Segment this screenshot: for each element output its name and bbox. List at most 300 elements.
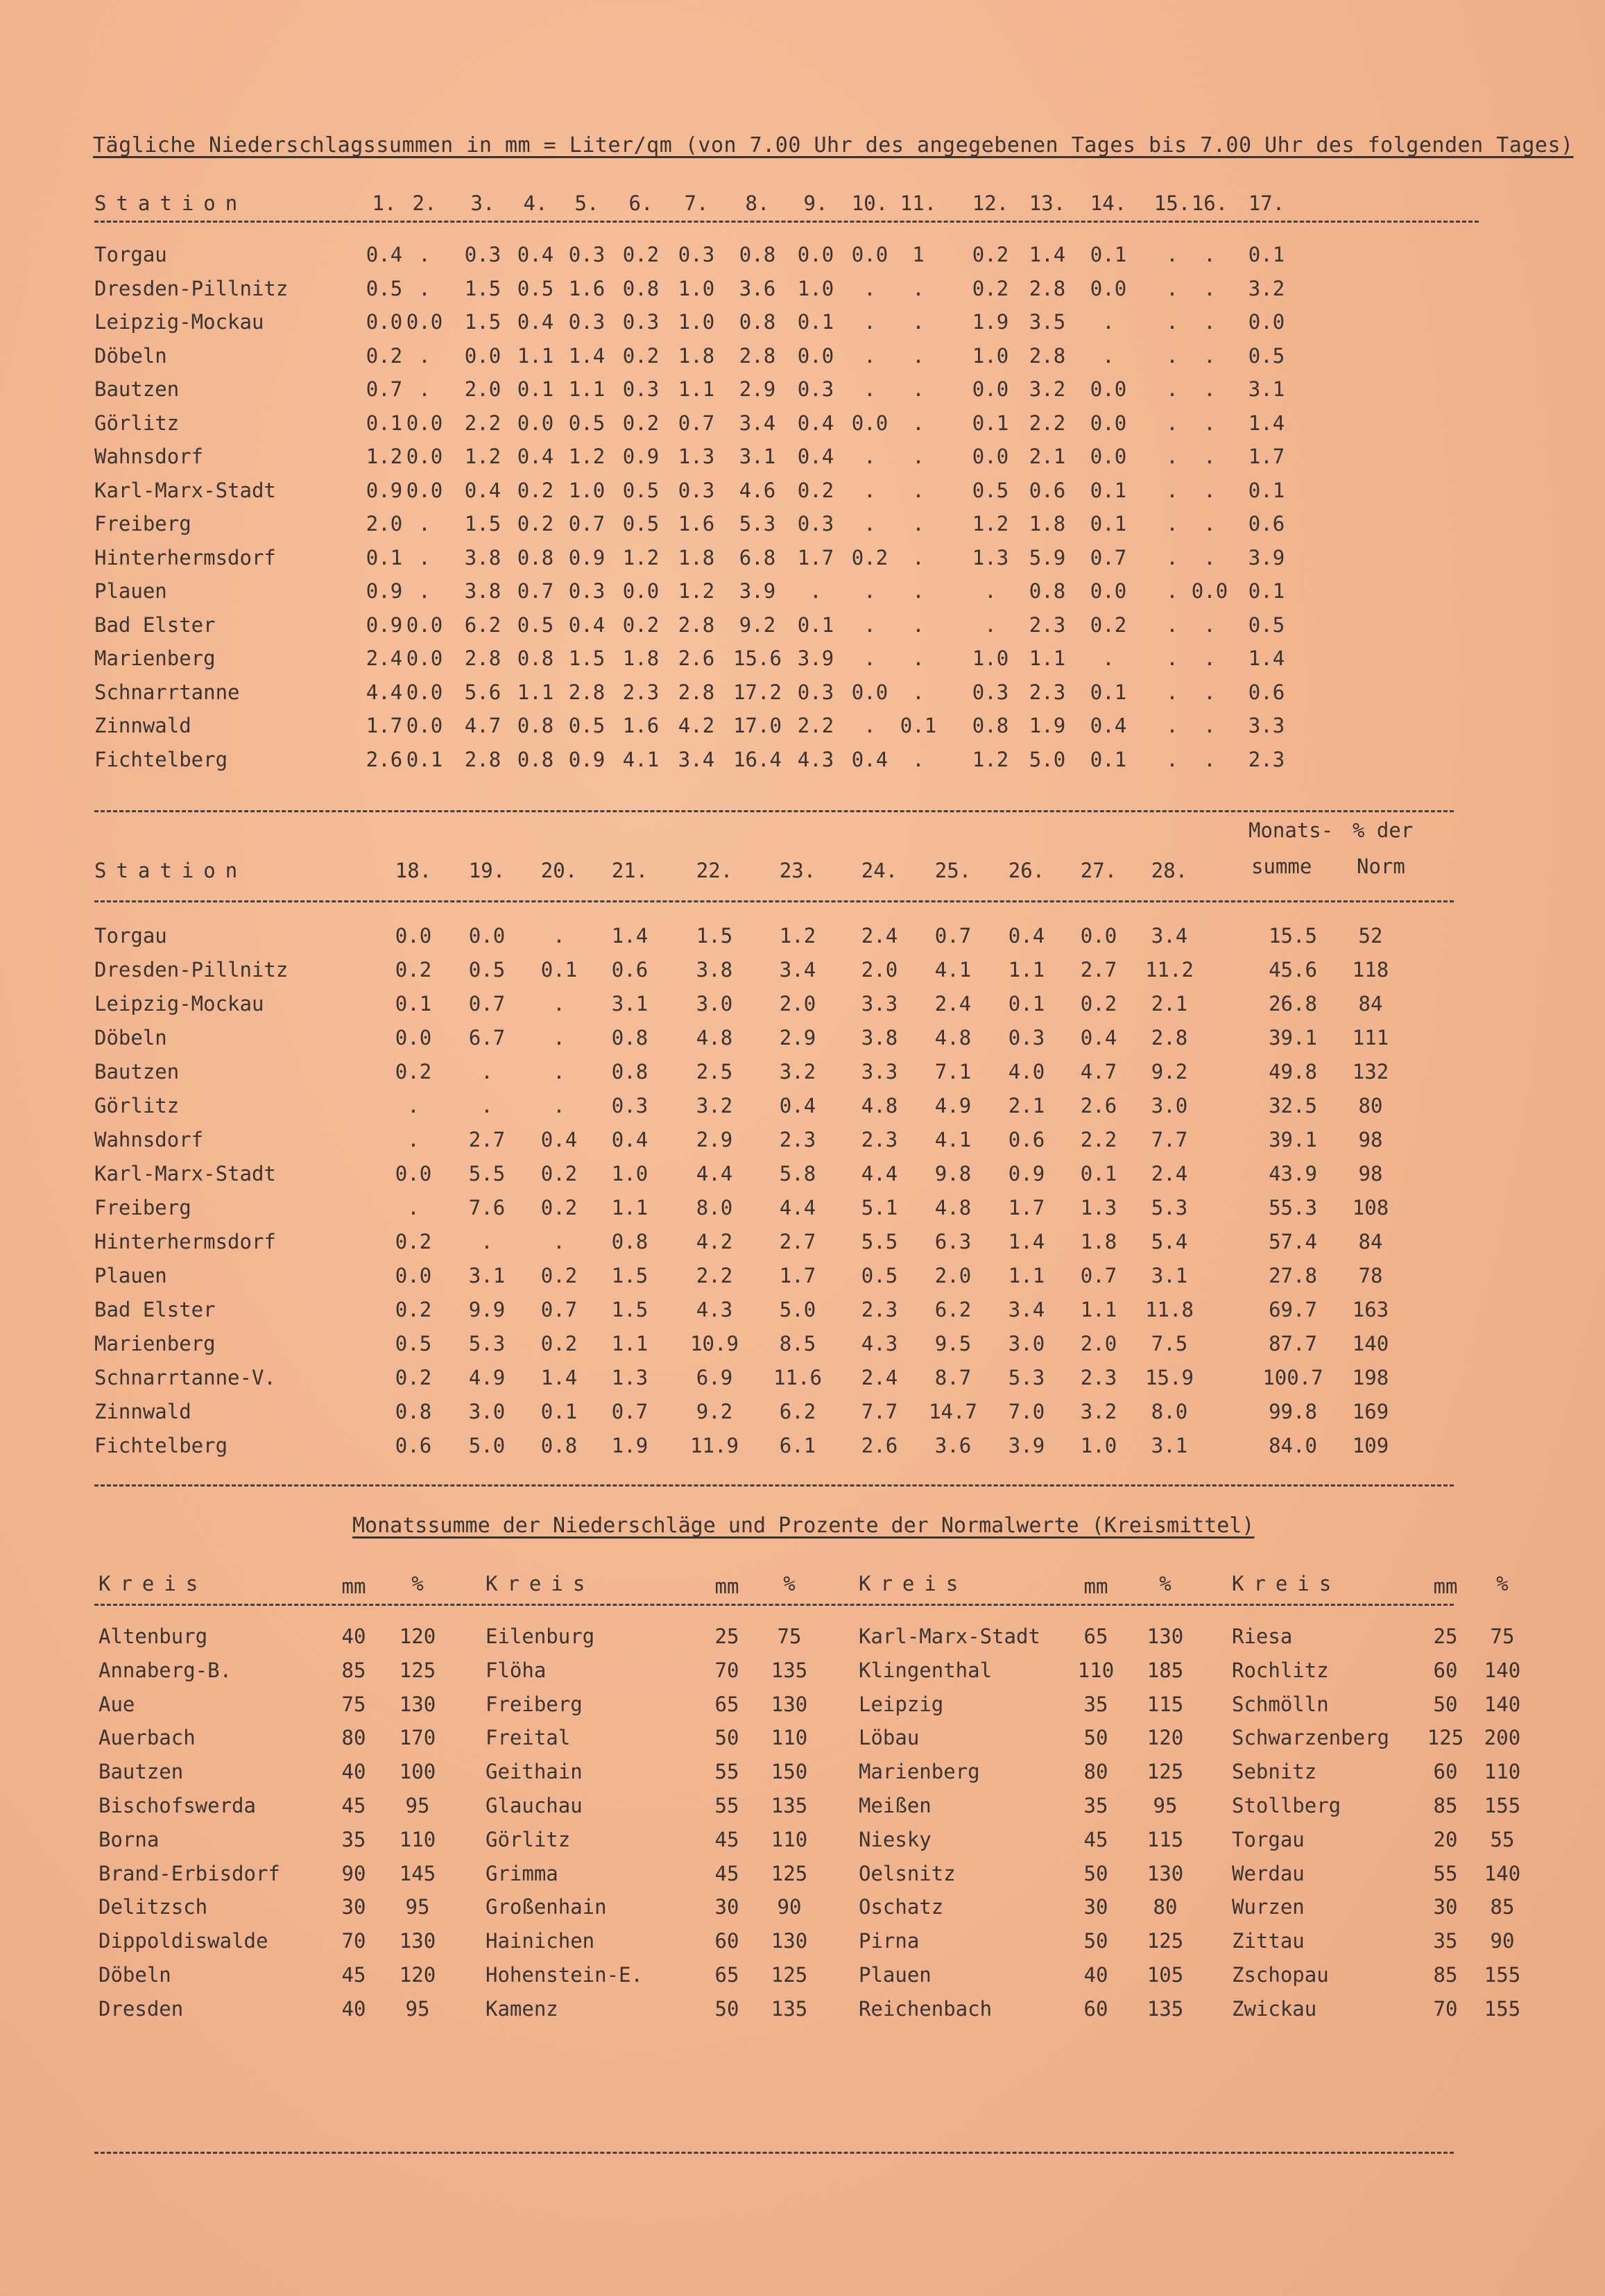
dashed-rule (94, 810, 1454, 812)
daily-value: 1.7 (797, 545, 834, 569)
day-header: 15. (1153, 191, 1191, 215)
daily-value: . (864, 714, 876, 737)
kreis-name: Karl-Marx-Stadt (859, 1625, 1040, 1648)
daily-value: 0.3 (622, 310, 660, 334)
daily-value: 0.1 (1248, 478, 1285, 502)
daily-value: 0.1 (797, 310, 834, 334)
daily-value: 6.1 (779, 1434, 816, 1457)
daily-value: 2.0 (861, 958, 898, 982)
daily-value: . (984, 579, 997, 603)
kreis-mm: 85 (1433, 1963, 1458, 1987)
daily-value: . (864, 512, 876, 536)
daily-value: 0.1 (1248, 243, 1285, 266)
daily-value: 0.8 (972, 714, 1009, 737)
daily-value: . (1166, 478, 1178, 502)
norm-percent: 198 (1352, 1366, 1389, 1389)
station-name: Torgau (94, 924, 167, 948)
daily-value: . (1203, 343, 1216, 368)
daily-value: 0.0 (517, 411, 554, 435)
norm-percent: 108 (1352, 1196, 1389, 1219)
station-name: Döbeln (94, 1026, 167, 1050)
daily-value: 0.1 (517, 377, 554, 401)
daily-value: 0.6 (1248, 512, 1285, 536)
daily-value: . (912, 445, 925, 468)
day-header: 8. (745, 191, 770, 215)
kreis-mm: 80 (341, 1726, 366, 1750)
daily-value: 0.1 (900, 714, 937, 737)
daily-value: . (864, 276, 876, 300)
daily-value: . (1203, 478, 1216, 502)
daily-value: 4.4 (861, 1162, 898, 1185)
day-header: 24. (861, 859, 898, 882)
station-name: Hinterhermsdorf (94, 1230, 276, 1253)
daily-value: 1.1 (611, 1196, 649, 1219)
daily-value: 2.5 (696, 1060, 733, 1083)
daily-value: 2.7 (779, 1230, 816, 1253)
daily-value: 2.0 (366, 512, 403, 536)
monthly-sum: 84.0 (1269, 1434, 1317, 1457)
kreis-name: Wurzen (1232, 1895, 1305, 1919)
daily-value: 0.0 (395, 1264, 432, 1287)
kreis-name: Zwickau (1232, 1996, 1317, 2021)
kreis-mm: 65 (714, 1963, 739, 1987)
daily-value: 0.4 (1090, 714, 1127, 737)
station-name: Karl-Marx-Stadt (94, 478, 276, 502)
daily-value: 0.2 (517, 478, 554, 502)
daily-value: 2.2 (797, 714, 834, 737)
daily-value: 0.0 (851, 411, 889, 435)
daily-value: 1.8 (678, 343, 715, 368)
daily-value: 2.6 (1080, 1094, 1117, 1117)
daily-value: 0.1 (366, 545, 403, 569)
kreis-mm: 70 (341, 1929, 366, 1953)
kreis-name: Leipzig (859, 1692, 944, 1716)
daily-value: 5.3 (1151, 1196, 1188, 1219)
station-name: Görlitz (94, 411, 180, 435)
day-header: 11. (900, 191, 937, 215)
dashed-rule (94, 1604, 1454, 1606)
day-header: 14. (1090, 191, 1127, 215)
day-header: 7. (684, 191, 709, 215)
monthly-sum: 69.7 (1269, 1298, 1317, 1321)
daily-value: 4.7 (1080, 1060, 1117, 1083)
daily-value: 0.8 (622, 276, 660, 300)
daily-value: 2.0 (464, 377, 501, 401)
daily-value: 2.1 (1151, 992, 1188, 1016)
monthly-sum-header: Monats- (1248, 819, 1334, 842)
daily-value: 7.7 (861, 1400, 898, 1423)
daily-value: 0.4 (568, 612, 606, 637)
daily-value: 5.9 (1029, 545, 1066, 569)
daily-value: 9.2 (739, 612, 776, 637)
daily-value: . (1203, 680, 1216, 704)
kreis-percent: 120 (399, 1625, 436, 1648)
daily-value: 3.4 (678, 747, 715, 771)
daily-value: 0.3 (797, 377, 834, 401)
daily-value: 1.5 (611, 1264, 649, 1287)
daily-value: . (1166, 747, 1178, 771)
daily-value: . (481, 1230, 493, 1253)
daily-value: 6.8 (739, 545, 776, 569)
kreis-mm: 55 (714, 1760, 739, 1784)
daily-value: 1.9 (972, 310, 1009, 334)
daily-value: 1 (912, 243, 925, 266)
daily-value: 2.3 (861, 1128, 898, 1151)
daily-value: 3.1 (739, 445, 776, 468)
kreis-name: Döbeln (98, 1963, 171, 1987)
daily-value: 0.3 (568, 243, 606, 266)
monthly-sum: 99.8 (1269, 1400, 1317, 1423)
daily-value: . (1203, 714, 1216, 737)
daily-value: 0.4 (540, 1128, 578, 1151)
day-header: 5. (574, 191, 599, 215)
kreis-mm: 85 (341, 1658, 366, 1682)
norm-percent: 132 (1352, 1060, 1389, 1083)
daily-value: 1.1 (1008, 1264, 1045, 1287)
station-name: Dresden-Pillnitz (94, 958, 289, 982)
norm-percent: 52 (1358, 924, 1383, 948)
daily-value: 0.9 (568, 747, 606, 771)
daily-value: 0.8 (395, 1400, 432, 1423)
daily-value: 4.2 (678, 714, 715, 737)
kreis-percent: 120 (399, 1963, 436, 1987)
daily-value: 0.8 (739, 243, 776, 266)
daily-value: 2.9 (779, 1026, 816, 1050)
daily-value: 0.8 (517, 646, 554, 670)
daily-value: 0.9 (622, 445, 660, 468)
daily-value: . (912, 411, 925, 435)
norm-percent: 98 (1358, 1162, 1383, 1185)
daily-value: 0.0 (406, 646, 443, 670)
norm-percent-header: % der (1353, 819, 1414, 842)
daily-value: 0.0 (1090, 445, 1127, 468)
daily-value: 0.8 (517, 545, 554, 569)
daily-value: 1.3 (678, 445, 715, 468)
daily-value: 1.5 (464, 310, 501, 334)
daily-value: 0.0 (395, 1162, 432, 1185)
norm-percent: 84 (1358, 992, 1383, 1016)
daily-value: 1.1 (568, 377, 606, 401)
daily-value: . (1166, 445, 1178, 468)
kreis-name: Hainichen (486, 1929, 595, 1953)
daily-value: 1.7 (366, 714, 403, 737)
daily-value: 3.8 (464, 579, 501, 603)
kreis-mm: 50 (714, 1996, 739, 2021)
kreis-percent: 115 (1147, 1692, 1184, 1716)
kreis-name: Marienberg (859, 1760, 980, 1784)
kreis-percent: 95 (405, 1895, 430, 1919)
kreis-mm: 50 (1083, 1861, 1108, 1885)
kreis-percent: 135 (771, 1658, 808, 1682)
daily-value: . (912, 646, 925, 670)
kreis-percent: 155 (1484, 1794, 1521, 1817)
daily-value: . (1203, 243, 1216, 266)
kreis-mm: 35 (1083, 1692, 1108, 1716)
daily-value: 0.0 (406, 445, 443, 468)
daily-value: 5.6 (464, 680, 501, 704)
station-name: Wahnsdorf (94, 445, 204, 468)
daily-value: 3.5 (1029, 310, 1066, 334)
kreis-percent: 130 (771, 1692, 808, 1716)
kreis-name: Flöha (486, 1658, 547, 1682)
daily-value: . (1166, 612, 1178, 637)
kreis-mm: 60 (1083, 1996, 1108, 2021)
daily-value: 8.0 (696, 1196, 733, 1219)
kreis-mm: 110 (1077, 1658, 1115, 1682)
daily-value: 4.0 (1008, 1060, 1045, 1083)
daily-value: 3.2 (1080, 1400, 1117, 1423)
daily-value: 0.7 (678, 411, 715, 435)
daily-value: 1.4 (540, 1366, 578, 1389)
daily-value: . (809, 579, 822, 603)
kreis-percent: 125 (771, 1861, 808, 1885)
day-header: 6. (628, 191, 653, 215)
daily-value: . (864, 612, 876, 637)
daily-value: 1.8 (678, 545, 715, 569)
daily-value: 0.0 (1090, 579, 1127, 603)
daily-value: 3.9 (739, 579, 776, 603)
kreis-mm: 25 (1433, 1625, 1458, 1648)
daily-value: 1.7 (1008, 1196, 1045, 1219)
kreis-mm: 20 (1433, 1827, 1458, 1851)
daily-value: . (418, 377, 431, 401)
daily-value: . (1203, 310, 1216, 334)
daily-value: 0.2 (797, 478, 834, 502)
kreis-name: Freital (486, 1726, 571, 1750)
daily-value: 2.8 (464, 747, 501, 771)
daily-value: 0.1 (797, 612, 834, 637)
daily-value: 0.1 (1090, 243, 1127, 266)
daily-value: 10.9 (690, 1332, 739, 1355)
daily-value: 0.0 (1090, 276, 1127, 300)
daily-value: 1.3 (1080, 1196, 1117, 1219)
kreis-percent: 95 (1153, 1794, 1178, 1817)
kreis-percent: 125 (399, 1658, 436, 1682)
kreis-percent: 115 (1147, 1827, 1184, 1851)
day-header: 16. (1191, 191, 1228, 215)
daily-value: 0.4 (851, 747, 889, 771)
kreis-name: Grimma (486, 1861, 558, 1885)
daily-value: 0.5 (395, 1332, 432, 1355)
kreis-name: Dresden (98, 1996, 184, 2021)
daily-value: 5.1 (861, 1196, 898, 1219)
daily-value: 0.5 (366, 276, 403, 300)
daily-value: 4.8 (934, 1026, 972, 1050)
daily-value: 0.5 (468, 958, 506, 982)
day-header: 28. (1151, 859, 1188, 882)
daily-value: . (1102, 310, 1115, 334)
station-name: Leipzig-Mockau (94, 310, 264, 334)
kreis-percent: 105 (1147, 1963, 1184, 1987)
daily-value: 3.3 (861, 992, 898, 1016)
daily-value: 1.7 (1248, 445, 1285, 468)
kreis-name: Torgau (1232, 1827, 1305, 1851)
daily-value: 3.0 (468, 1400, 506, 1423)
daily-value: 3.6 (934, 1434, 972, 1457)
kreis-percent: 75 (1490, 1625, 1515, 1648)
dashed-rule (94, 900, 1454, 902)
kreis-name: Schmölln (1232, 1692, 1329, 1716)
kreis-percent: 130 (1147, 1625, 1184, 1648)
norm-percent: 111 (1352, 1026, 1389, 1050)
mm-header: mm (341, 1575, 366, 1598)
daily-value: 2.8 (464, 646, 501, 670)
kreis-percent: 110 (1484, 1760, 1521, 1784)
daily-value: 1.2 (972, 512, 1009, 536)
norm-percent: 80 (1358, 1094, 1383, 1117)
norm-percent: 84 (1358, 1230, 1383, 1253)
daily-value: 16.4 (733, 747, 782, 771)
daily-value: 0.6 (1029, 478, 1066, 502)
kreis-name: Schwarzenberg (1232, 1726, 1389, 1750)
daily-value: 0.8 (540, 1434, 578, 1457)
kreis-table-title: Monatssumme der Niederschläge und Prozente der Normalwerte (Kreismittel) (352, 1514, 1255, 1538)
norm-percent: 98 (1358, 1128, 1383, 1151)
station-name: Plauen (94, 1264, 167, 1287)
daily-value: . (1102, 343, 1115, 368)
kreis-percent: 90 (777, 1895, 802, 1919)
daily-value: 6.7 (468, 1026, 506, 1050)
daily-value: 0.2 (622, 612, 660, 637)
daily-value: . (1203, 445, 1216, 468)
daily-value: . (553, 992, 565, 1016)
daily-value: 1.5 (611, 1298, 649, 1321)
daily-value: 0.2 (540, 1332, 578, 1355)
kreis-percent: 140 (1484, 1692, 1521, 1716)
daily-value: 0.7 (611, 1400, 649, 1423)
kreis-mm: 30 (1433, 1895, 1458, 1919)
daily-value: 0.2 (972, 243, 1009, 266)
daily-value: . (1166, 377, 1178, 401)
mm-header: mm (1433, 1575, 1458, 1598)
daily-value: 6.9 (696, 1366, 733, 1389)
daily-value: 0.2 (395, 1230, 432, 1253)
daily-value: 3.1 (1151, 1434, 1188, 1457)
daily-value: 0.0 (851, 680, 889, 704)
station-name: Schnarrtanne (94, 680, 240, 704)
daily-value: . (912, 579, 925, 603)
daily-value: 0.0 (972, 445, 1009, 468)
daily-value: 1.0 (678, 276, 715, 300)
station-name: Zinnwald (94, 1400, 191, 1423)
daily-value: 1.1 (517, 343, 554, 368)
daily-value: 1.1 (678, 377, 715, 401)
daily-value: 0.0 (406, 411, 443, 435)
daily-value: 0.8 (611, 1026, 649, 1050)
station-name: Bad Elster (94, 1298, 216, 1321)
daily-value: 0.0 (366, 310, 403, 334)
daily-value: 2.8 (739, 343, 776, 368)
daily-value: 5.3 (1008, 1366, 1045, 1389)
daily-value: 1.0 (972, 646, 1009, 670)
daily-value: 0.5 (1248, 612, 1285, 637)
daily-value: 0.1 (1090, 478, 1127, 502)
station-name: Hinterhermsdorf (94, 545, 276, 569)
daily-value: 4.1 (934, 1128, 972, 1151)
daily-value: 2.4 (934, 992, 972, 1016)
station-name: Marienberg (94, 646, 216, 670)
daily-value: . (864, 445, 876, 468)
daily-value: 0.2 (622, 411, 660, 435)
daily-value: 2.8 (1029, 343, 1066, 368)
daily-value: 9.8 (934, 1162, 972, 1185)
daily-value: 0.1 (540, 958, 578, 982)
daily-value: 0.6 (1248, 680, 1285, 704)
daily-value: . (912, 343, 925, 368)
daily-value: 7.7 (1151, 1128, 1188, 1151)
daily-value: 0.7 (468, 992, 506, 1016)
kreis-mm: 55 (714, 1794, 739, 1817)
kreis-name: Zittau (1232, 1929, 1305, 1953)
daily-value: 0.7 (517, 579, 554, 603)
station-name: Freiberg (94, 1196, 191, 1219)
station-name: Görlitz (94, 1094, 180, 1117)
kreis-name: Pirna (859, 1929, 920, 1953)
daily-value: . (1203, 411, 1216, 435)
daily-value: 5.4 (1151, 1230, 1188, 1253)
daily-value: 1.8 (1080, 1230, 1117, 1253)
daily-value: 0.2 (395, 1060, 432, 1083)
daily-value: 0.9 (1008, 1162, 1045, 1185)
daily-value: 0.3 (1008, 1026, 1045, 1050)
daily-value: 6.2 (934, 1298, 972, 1321)
daily-value: 2.8 (1151, 1026, 1188, 1050)
kreis-percent: 130 (399, 1929, 436, 1953)
norm-percent: 109 (1352, 1434, 1389, 1457)
daily-value: 2.8 (678, 680, 715, 704)
norm-percent: 118 (1352, 958, 1389, 982)
daily-value: . (864, 377, 876, 401)
daily-value: 2.1 (1029, 445, 1066, 468)
daily-value: . (912, 680, 925, 704)
daily-value: . (864, 646, 876, 670)
daily-value: . (1166, 579, 1178, 603)
daily-value: 5.0 (779, 1298, 816, 1321)
monthly-sum: 100.7 (1262, 1366, 1323, 1389)
kreis-header: Kreis (98, 1572, 208, 1595)
daily-value: 0.2 (395, 1366, 432, 1389)
daily-value: 0.0 (395, 1026, 432, 1050)
daily-value: 15.9 (1145, 1366, 1194, 1389)
daily-value: 7.1 (934, 1060, 972, 1083)
daily-value: 4.2 (696, 1230, 733, 1253)
kreis-name: Großenhain (486, 1895, 607, 1919)
monthly-sum: 57.4 (1269, 1230, 1317, 1253)
daily-value: 0.1 (1008, 992, 1045, 1016)
kreis-name: Oschatz (859, 1895, 944, 1919)
daily-value: . (553, 924, 565, 948)
daily-value: 0.0 (406, 310, 443, 334)
monthly-sum: 32.5 (1269, 1094, 1317, 1117)
daily-value: 0.1 (395, 992, 432, 1016)
daily-value: 3.0 (1151, 1094, 1188, 1117)
daily-value: 0.0 (972, 377, 1009, 401)
daily-value: . (418, 579, 431, 603)
daily-value: 0.4 (779, 1094, 816, 1117)
daily-value: 0.0 (622, 579, 660, 603)
daily-value: 8.0 (1151, 1400, 1188, 1423)
kreis-percent: 110 (771, 1726, 808, 1750)
kreis-mm: 60 (1433, 1760, 1458, 1784)
daily-value: 2.3 (622, 680, 660, 704)
daily-value: 1.2 (972, 747, 1009, 771)
daily-value: 3.2 (779, 1060, 816, 1083)
monthly-sum: 49.8 (1269, 1060, 1317, 1083)
daily-value: 4.1 (622, 747, 660, 771)
kreis-mm: 30 (714, 1895, 739, 1919)
daily-value: 0.8 (1029, 579, 1066, 603)
kreis-mm: 45 (714, 1861, 739, 1885)
